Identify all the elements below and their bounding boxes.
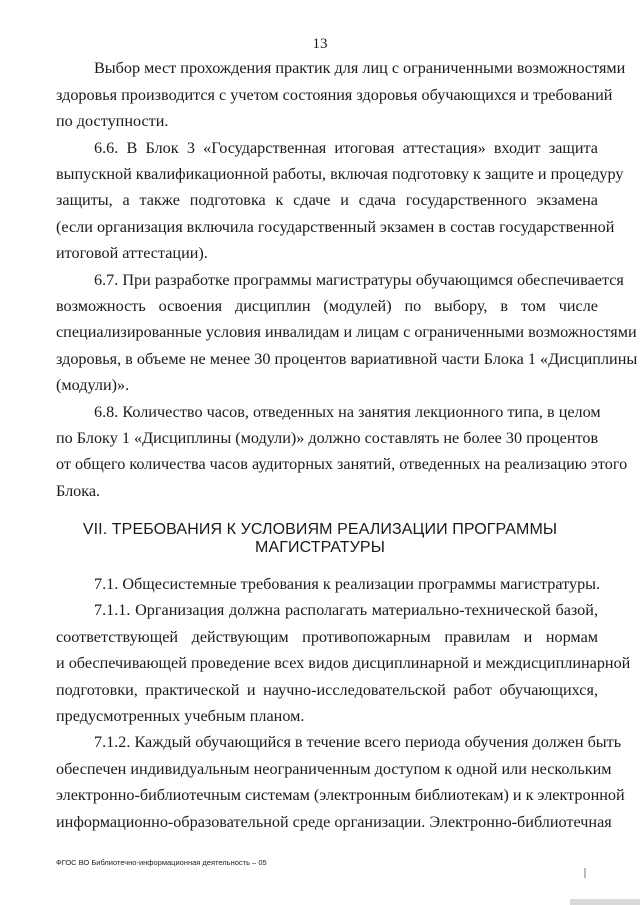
text-line: защиты, а также подготовка к сдаче и сдача государственного экзамена [56,191,598,209]
page-number: 13 [312,36,328,52]
heading-line: VII. ТРЕБОВАНИЯ К УСЛОВИЯМ РЕАЛИЗАЦИИ ПРОГРАММЫ [82,521,558,538]
text-line: Выбор мест прохождения практик для лиц с ограниченными возможностями [94,59,626,77]
text-line: по Блоку 1 «Дисциплины (модули)» должно составлять не более 30 процентов [56,429,599,447]
text-line: специализированные условия инвалидам и лицам с ограниченными возможностями [56,323,637,341]
scan-edge [570,899,640,905]
text-line: (если организация включила государственный экзамен в состав государственной [56,218,615,236]
scan-artifact [584,868,586,878]
text-line: здоровья, в объеме не менее 30 процентов вариативной части Блока 1 «Дисциплины [56,350,638,368]
text-line: электронно-библиотечным системам (электронным библиотекам) и к электронной [56,786,625,804]
text-line: 6.8. Количество часов, отведенных на занятия лекционного типа, в целом [94,403,601,421]
text-line: соответствующей действующим противопожарным правилам и нормам [56,628,598,646]
text-line: 7.1. Общесистемные требования к реализации программы магистратуры. [94,575,601,593]
text-line: выпускной квалификационной работы, включая подготовку к защите и процедуру [56,165,624,183]
text-line: итоговой аттестации). [56,244,208,262]
text-line: 6.7. При разработке программы магистратуры обучающимся обеспечивается [94,271,624,289]
text-line: Блока. [56,482,101,500]
text-line: по доступности. [56,112,169,130]
text-line: предусмотренных учебным планом. [56,707,305,725]
text-line: подготовки, практической и научно-исследовательской работ обучающихся, [56,681,598,699]
text-line: здоровья производится с учетом состояния здоровья обучающихся и требований [56,86,613,104]
text-line: 6.6. В Блок 3 «Государственная итоговая аттестация» входит защита [94,139,598,157]
text-line: 7.1.1. Организация должна располагать материально-технической базой, [94,601,598,619]
text-line: от общего количества часов аудиторных занятий, отведенных на реализацию этого [56,455,628,473]
text-line: возможность освоения дисциплин (модулей) по выбору, в том числе [56,297,598,315]
text-line: и обеспечивающей проведение всех видов дисциплинарной и междисциплинарной [56,654,631,672]
text-line: 7.1.2. Каждый обучающийся в течение всего периода обучения должен быть [94,733,622,751]
text-line: обеспечен индивидуальным неограниченным доступом к одной или нескольким [56,760,612,778]
footer-text: ФГОС ВО Библиотечно-информационная деятельность – 05 [56,858,267,867]
text-line: (модули)». [56,376,130,394]
text-line: информационно-образовательной среде организации. Электронно-библиотечная [56,813,612,831]
heading-line: МАГИСТРАТУРЫ [255,539,385,556]
